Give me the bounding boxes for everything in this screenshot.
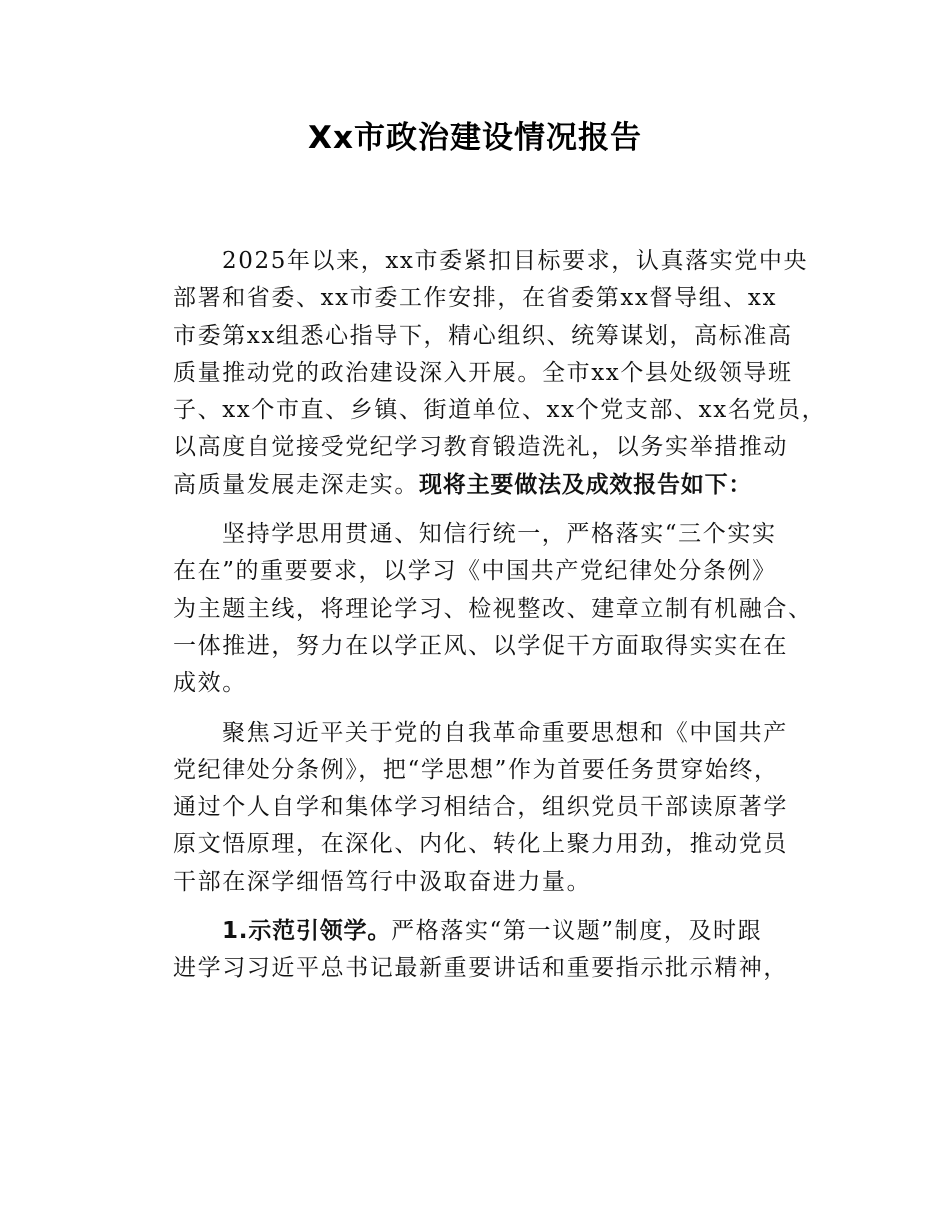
- document-title: Xx市政治建设情况报告: [308, 120, 642, 156]
- text-line: 进学习习近平总书记最新重要讲话和重要指示批示精神，: [173, 955, 788, 982]
- text-line: 聚焦习近平关于党的自我革命重要思想和《中国共产: [222, 719, 788, 746]
- paragraph-approach: [173, 516, 833, 702]
- bold-text-run: 现将主要做法及成效报告如下：: [419, 471, 753, 498]
- text-line: 2025年以来，xx市委紧扣目标要求，认真落实党中央: [222, 248, 809, 274]
- text-line: 以高度自觉接受党纪学习教育锻造洗礼，以务实举措推动: [173, 434, 788, 461]
- text-line: 成效。: [173, 670, 247, 697]
- text-line: 为主题主线，将理论学习、检视整改、建章立制有机融合、: [173, 595, 813, 622]
- text-line: 市委第xx组悉心指导下，精心组织、统筹谋划，高标准高: [173, 322, 793, 349]
- paragraph-item-1: [173, 913, 833, 988]
- text-line: [173, 467, 833, 504]
- text-line: [173, 913, 833, 950]
- text-line: 部署和省委、xx市委工作安排，在省委第xx督导组、xx: [173, 285, 778, 312]
- text-run: 严格落实“第一议题”制度，及时跟: [391, 918, 763, 945]
- text-line: 一体推进，努力在以学正风、以学促干方面取得实实在在: [173, 632, 788, 659]
- text-line: 在在”的重要要求，以学习《中国共产党纪律处分条例》: [173, 558, 777, 585]
- text-line: 通过个人自学和集体学习相结合，组织党员干部读原著学: [173, 794, 788, 821]
- paragraph-focus: [173, 715, 833, 901]
- text-line: 子、xx个市直、乡镇、街道单位、xx个党支部、xx名党员，: [173, 397, 827, 424]
- text-line: 质量推动党的政治建设深入开展。全市xx个县处级领导班: [173, 359, 793, 386]
- text-line: 干部在深学细悟笃行中汲取奋进力量。: [173, 868, 592, 895]
- text-line: 党纪律处分条例》，把“学思想”作为首要任务贯穿始终，: [173, 756, 779, 783]
- text-run: 高质量发展走深走实。: [173, 471, 419, 498]
- text-line: 原文悟原理，在深化、内化、转化上聚力用劲，推动党员: [173, 831, 788, 858]
- bold-text-run: 1.示范引领学。: [222, 918, 392, 945]
- paragraph-intro: [173, 243, 833, 504]
- document-body: [173, 243, 833, 1000]
- text-line: 坚持学思用贯通、知信行统一，严格落实“三个实实: [222, 521, 777, 548]
